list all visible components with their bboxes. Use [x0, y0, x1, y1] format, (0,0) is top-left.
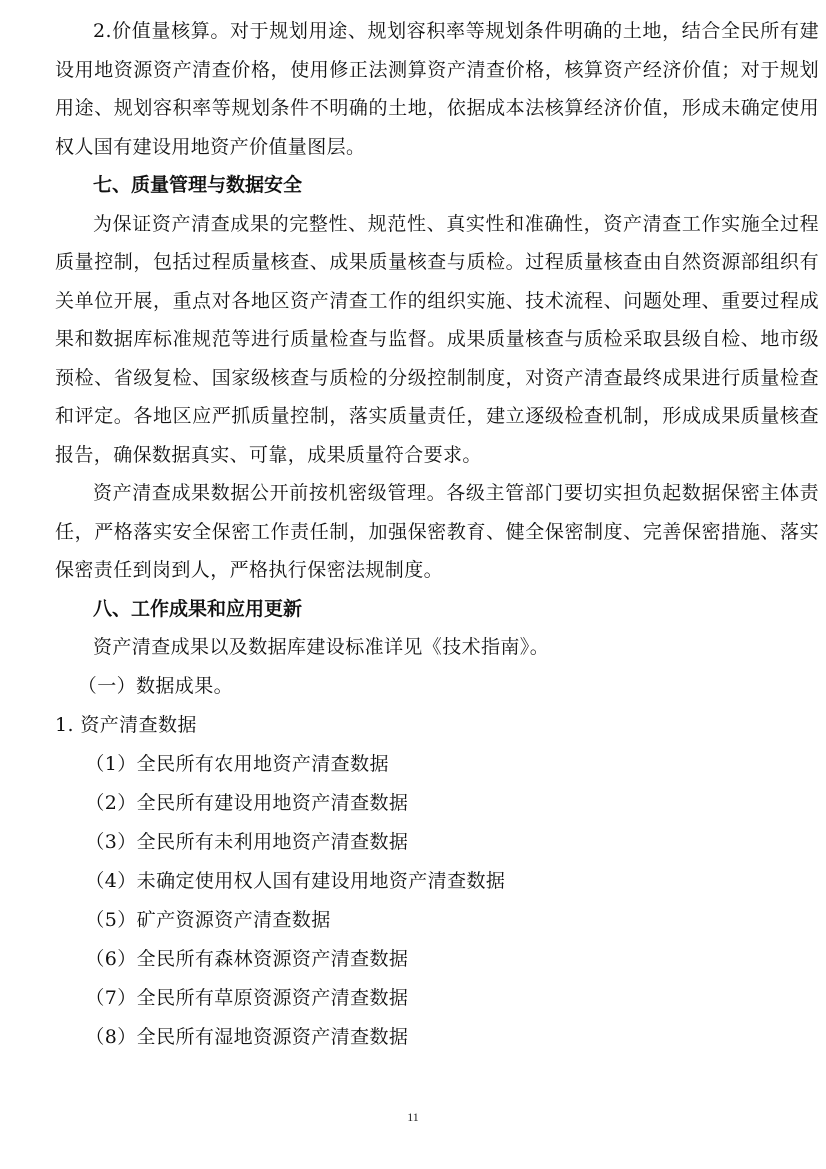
paragraph-standards: 资产清查成果以及数据库建设标准详见《技术指南》。: [93, 636, 550, 658]
list-item: （6）全民所有森林资源资产清查数据: [85, 947, 409, 970]
list-item: （2）全民所有建设用地资产清查数据: [85, 791, 409, 814]
subheading-inventory-data-text: 1. 资产清查数据: [55, 713, 197, 736]
paragraph-valuation: 2.价值量核算。对于规划用途、规划容积率等规划条件明确的土地，结合全民所有建设用地资源资产清查价格，使用修正法测算资产清查价格，核算资产经济价值；对于规划用途、规划容积率等规划条件不明确的土地，依据成本法核算经济价值，形成未确定使用权人国有建设用地资产价值量图层。: [55, 20, 819, 158]
list-item: （4）未确定使用权人国有建设用地资产清查数据: [85, 869, 506, 892]
inventory-data-list: [55, 745, 819, 1057]
subheading-data-results: （一）数据成果。: [77, 674, 233, 697]
list-item: （3）全民所有未利用地资产清查数据: [85, 830, 409, 853]
list-item: （8）全民所有湿地资源资产清查数据: [85, 1025, 409, 1048]
page-body: [55, 12, 819, 1057]
subheading-inventory-data: [55, 706, 819, 745]
paragraph-data-security: 资产清查成果数据公开前按机密级管理。各级主管部门要切实担负起数据保密主体责任，严格落实安全保密工作责任制，加强保密教育、健全保密制度、完善保密措施、落实保密责任到岗到人，严格执行保密法规制度。: [55, 482, 819, 581]
section-heading-results: 八、工作成果和应用更新: [93, 597, 303, 620]
list-item: （7）全民所有草原资源资产清查数据: [85, 986, 409, 1009]
list-item: （5）矿产资源资产清查数据: [85, 908, 331, 931]
section-heading-quality: 七、质量管理与数据安全: [93, 174, 303, 196]
list-item: （1）全民所有农用地资产清查数据: [85, 752, 389, 775]
page-number: 11: [407, 1110, 419, 1124]
paragraph-quality-control: 为保证资产清查成果的完整性、规范性、真实性和准确性，资产清查工作实施全过程质量控制，包括过程质量核查、成果质量核查与质检。过程质量核查由自然资源部组织有关单位开展，重点对各地区资产清查工作的组织实施、技术流程、问题处理、重要过程成果和数据库标准规范等进行质量检查与监督。成果质量核查与质检采取县级自检、地市级预检、省级复检、国家级核查与质检的分级控制制度，对资产清查最终成果进行质量检查和评定。各地区应严抓质量控制，落实质量责任，建立逐级检查机制，形成成果质量核查报告，确保数据真实、可靠，成果质量符合要求。: [55, 212, 819, 466]
